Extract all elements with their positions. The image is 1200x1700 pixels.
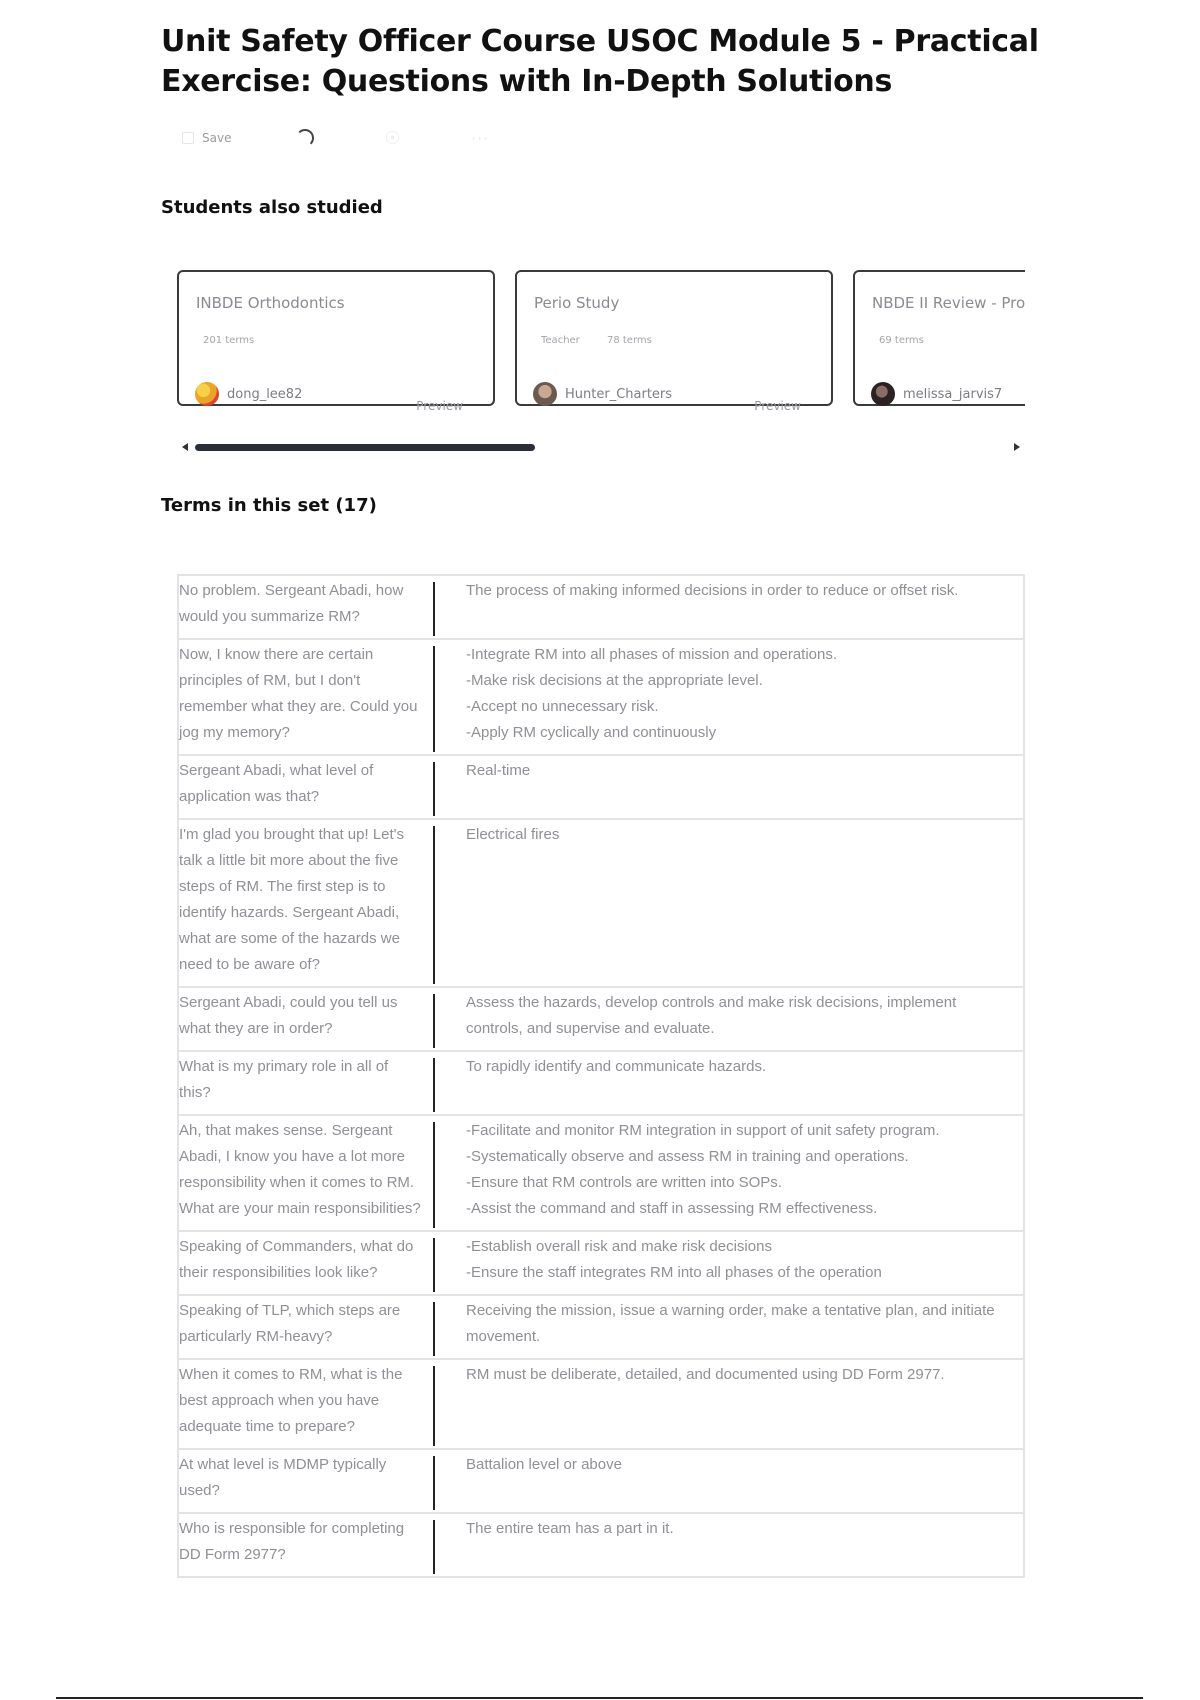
term-text: No problem. Sergeant Abadi, how would you summarize RM?: [178, 575, 433, 639]
avatar: [195, 382, 219, 406]
definition-text: The process of making informed decisions in order to reduce or offset risk.: [436, 575, 1024, 639]
save-checkbox-icon: [182, 132, 194, 144]
term-row: [178, 1449, 1024, 1513]
students-also-studied-heading: Students also studied: [161, 197, 383, 218]
definition-text: Assess the hazards, develop controls and make risk decisions, implement controls, and supervise and evaluate.: [436, 987, 1024, 1051]
page-bottom-divider: [56, 1697, 1143, 1699]
card-term-count: 201 terms: [203, 335, 255, 346]
term-text: Speaking of TLP, which steps are particularly RM-heavy?: [178, 1295, 433, 1359]
card-user[interactable]: [871, 382, 1002, 406]
more-icon: ⋯: [470, 127, 489, 149]
definition-text: -Integrate RM into all phases of mission and operations. -Make risk decisions at the appropriate level. -Accept no unnecessary risk. -Apply RM cyclically and continuously: [436, 639, 1024, 755]
term-divider: [433, 1122, 435, 1228]
page-title: Unit Safety Officer Course USOC Module 5 - Practical Exercise: Questions with In-Depth Solutions: [161, 24, 1039, 100]
term-row: [178, 1513, 1024, 1577]
card-preview-button[interactable]: Preview: [416, 399, 463, 413]
card-user[interactable]: [533, 382, 672, 406]
terms-table: [177, 574, 1025, 1578]
spinner-icon: [296, 129, 314, 147]
carousel-scrollbar[interactable]: [177, 443, 1025, 453]
term-divider: [433, 1456, 435, 1510]
term-divider: [433, 1366, 435, 1446]
term-divider: [433, 582, 435, 636]
card-username: dong_lee82: [227, 386, 303, 402]
term-row: [178, 639, 1024, 755]
term-text: Speaking of Commanders, what do their responsibilities look like?: [178, 1231, 433, 1295]
toolbar: [182, 126, 559, 150]
save-button[interactable]: [182, 131, 231, 145]
term-text: I'm glad you brought that up! Let's talk a little bit more about the five steps of RM. The first step is to identify hazards. Sergeant Abadi, what are some of the hazards we need to be aware of?: [178, 819, 433, 987]
card-title: NBDE II Review - Pro: [872, 294, 1025, 312]
study-set-card[interactable]: [177, 270, 495, 413]
term-row: [178, 987, 1024, 1051]
term-divider: [433, 1520, 435, 1574]
loading-spinner: [301, 129, 314, 147]
card-preview-button[interactable]: Preview: [754, 399, 801, 413]
term-text: Who is responsible for completing DD Form 2977?: [178, 1513, 433, 1577]
card-title: INBDE Orthodontics: [196, 294, 345, 312]
term-text: Now, I know there are certain principles of RM, but I don't remember what they are. Could you jog my memory?: [178, 639, 433, 755]
term-text: When it comes to RM, what is the best approach when you have adequate time to prepare?: [178, 1359, 433, 1449]
term-text: Ah, that makes sense. Sergeant Abadi, I know you have a lot more responsibility when it comes to RM. What are your main responsibilities?: [178, 1115, 433, 1231]
term-divider: [433, 1058, 435, 1112]
term-text: At what level is MDMP typically used?: [178, 1449, 433, 1513]
definition-text: Receiving the mission, issue a warning order, make a tentative plan, and initiate movement.: [436, 1295, 1024, 1359]
definition-text: Battalion level or above: [436, 1449, 1024, 1513]
scrollbar-thumb[interactable]: [195, 444, 535, 451]
definition-text: -Facilitate and monitor RM integration in support of unit safety program. -Systematically observe and assess RM in training and operations. -Ensure that RM controls are written into SOPs. -Assist the command and staff in assessing RM effectiveness.: [436, 1115, 1024, 1231]
term-row: [178, 575, 1024, 639]
definition-text: -Establish overall risk and make risk decisions -Ensure the staff integrates RM into all phases of the operation: [436, 1231, 1024, 1295]
term-divider: [433, 762, 435, 816]
like-button[interactable]: [384, 128, 400, 149]
scroll-right-arrow-icon[interactable]: [1014, 443, 1020, 451]
avatar: [533, 382, 557, 406]
study-set-card[interactable]: [515, 270, 833, 413]
card-term-count: 78 terms: [606, 335, 652, 346]
term-row: [178, 1115, 1024, 1231]
term-divider: [433, 994, 435, 1048]
save-label: Save: [202, 131, 232, 145]
term-divider: [433, 1302, 435, 1356]
card-meta: [879, 335, 948, 346]
term-text: Sergeant Abadi, what level of application was that?: [178, 755, 433, 819]
term-row: [178, 1231, 1024, 1295]
card-term-count: 69 terms: [879, 335, 924, 346]
definition-text: Real-time: [436, 755, 1024, 819]
term-divider: [433, 1238, 435, 1292]
card-meta: [541, 335, 676, 346]
term-text: What is my primary role in all of this?: [178, 1051, 433, 1115]
definition-text: RM must be deliberate, detailed, and documented using DD Form 2977.: [436, 1359, 1024, 1449]
card-user[interactable]: [195, 382, 302, 406]
study-set-card[interactable]: [853, 270, 1025, 406]
definition-text: Electrical fires: [436, 819, 1024, 987]
term-divider: [433, 826, 435, 984]
definition-text: The entire team has a part in it.: [436, 1513, 1024, 1577]
term-row: [178, 1295, 1024, 1359]
thumbs-up-icon: ☉: [384, 127, 401, 149]
card-username: melissa_jarvis7: [903, 386, 1003, 402]
card-username: Hunter_Charters: [565, 386, 673, 402]
term-row: [178, 1051, 1024, 1115]
card-title: Perio Study: [534, 294, 620, 312]
card-meta: [203, 335, 278, 346]
card-teacher-badge: Teacher: [541, 335, 580, 346]
more-button[interactable]: [471, 128, 489, 149]
term-row: [178, 755, 1024, 819]
study-set-carousel[interactable]: [177, 270, 1025, 460]
term-divider: [433, 646, 435, 752]
term-row: [178, 1359, 1024, 1449]
avatar: [871, 382, 895, 406]
scroll-left-arrow-icon[interactable]: [182, 443, 188, 451]
definition-text: To rapidly identify and communicate hazards.: [436, 1051, 1024, 1115]
term-text: Sergeant Abadi, could you tell us what they are in order?: [178, 987, 433, 1051]
terms-heading: Terms in this set (17): [161, 495, 377, 516]
term-row: [178, 819, 1024, 987]
